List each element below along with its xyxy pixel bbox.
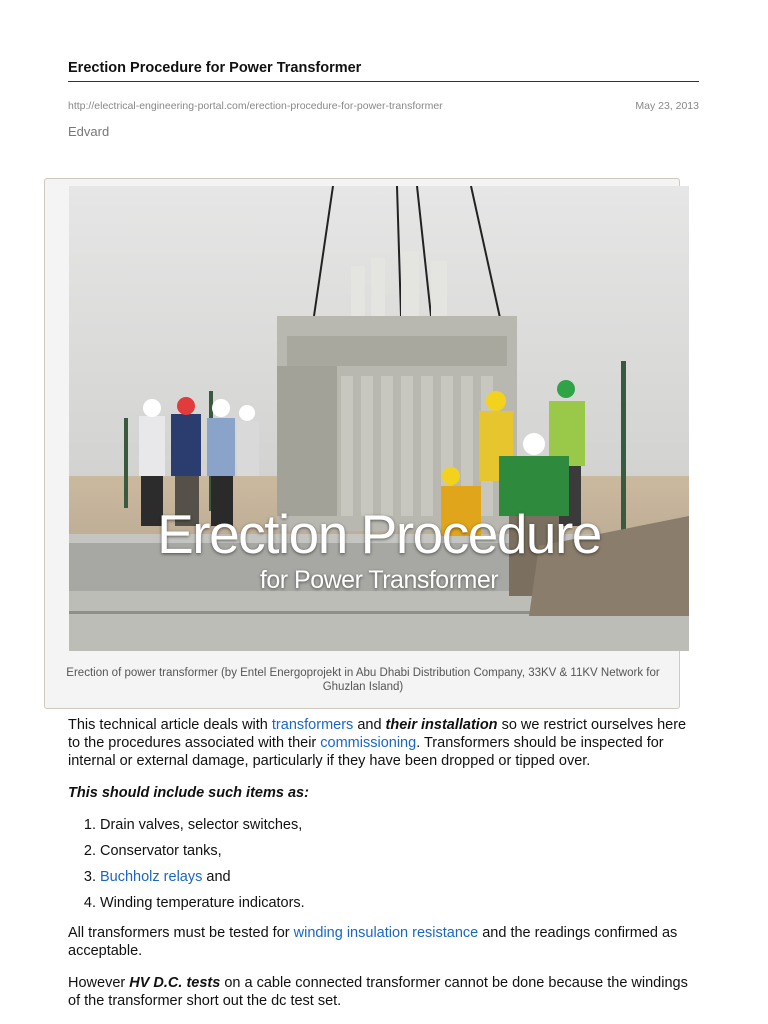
insulation-text-1: All transformers must be tested for: [68, 925, 294, 941]
hvdc-text-1: However: [68, 975, 130, 991]
hvdc-emphasis: HV D.C. tests: [129, 975, 221, 991]
intro-paragraph: [68, 716, 700, 770]
figure-caption: Erection of power transformer (by Entel Energoprojekt in Abu Dhabi Distribution Company, 33KV & 11KV Network for Ghuzlan Island): [66, 667, 660, 693]
list-item: [100, 868, 700, 886]
insulation-paragraph: [68, 924, 700, 960]
source-url[interactable]: http://electrical-engineering-portal.com/erection-procedure-for-power-transformer: [68, 100, 443, 112]
transformers-link[interactable]: transformers: [271, 717, 354, 733]
winding-insulation-link[interactable]: winding insulation resistance: [293, 925, 479, 941]
buchholz-relays-link[interactable]: Buchholz relays: [100, 869, 203, 885]
intro-text-3: so we restrict ourselves here to the procedures associated with their: [68, 717, 687, 751]
list-item: [100, 816, 700, 834]
list-item-text: Drain valves, selector switches,: [100, 817, 303, 833]
publish-date: May 23, 2013: [635, 100, 699, 112]
photo-overlay-subtitle: for Power Transformer: [259, 566, 499, 594]
hvdc-paragraph: [68, 974, 700, 1010]
inspection-list: [68, 816, 700, 912]
article-body: [68, 716, 700, 1024]
intro-text-1: This technical article deals with: [68, 717, 272, 733]
installation-emphasis: their installation: [385, 717, 498, 733]
list-item-text: Winding temperature indicators.: [100, 895, 305, 911]
intro-text-2: and: [353, 717, 386, 733]
list-item-text: and: [202, 869, 231, 885]
article-title: Erection Procedure for Power Transformer: [68, 60, 362, 76]
hvdc-text-2: on a cable connected transformer cannot be done because the windings of the transformer short out the dc test set.: [68, 975, 688, 1009]
insulation-text-2: and the readings confirmed as acceptable.: [68, 925, 678, 959]
transformer-photo: [69, 186, 689, 651]
title-divider: [68, 81, 699, 82]
intro-text-4: . Transformers should be inspected for internal or external damage, particularly if they have been dropped or tipped over.: [68, 735, 664, 769]
commissioning-link[interactable]: commissioning: [320, 735, 417, 751]
list-item-text: Conservator tanks,: [100, 843, 222, 859]
article-figure: [44, 178, 680, 709]
items-lead: This should include such items as:: [68, 785, 309, 801]
list-item: [100, 894, 700, 912]
list-item: [100, 842, 700, 860]
author-name: Edvard: [68, 124, 110, 139]
photo-overlay-title: Erection Procedure: [157, 503, 601, 565]
